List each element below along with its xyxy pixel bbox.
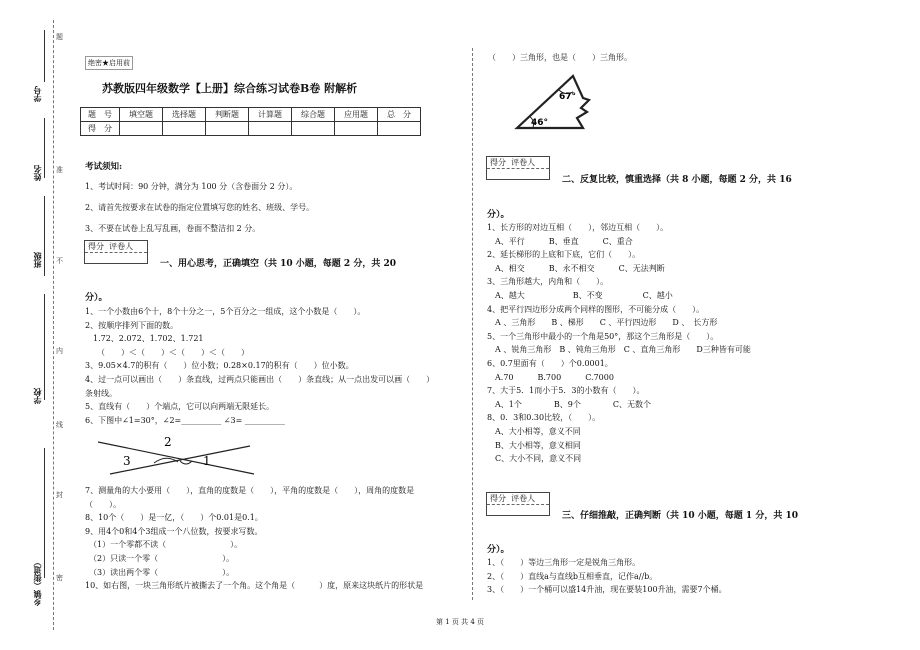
table-cell: 总 分 xyxy=(378,108,421,122)
binding-dashed-line xyxy=(53,20,54,630)
column-divider xyxy=(472,48,473,600)
score-table xyxy=(80,107,421,136)
table-cell: 选择题 xyxy=(163,108,206,122)
section3-title: 三、仔细推敲，正确判断（共 10 小题，每题 1 分，共 10 xyxy=(562,511,798,521)
question-line: （ ）三角形，也是（ ）三角形。 xyxy=(488,53,632,62)
question-line: （ ）＜（ ）＜（ ）＜（ ） xyxy=(85,347,249,357)
instructions-title: 考试须知: xyxy=(85,162,123,172)
angle-label-3: 3 xyxy=(123,454,131,468)
page-number: 第 1 页 共 4 页 xyxy=(436,618,485,626)
school-label: 学校 xyxy=(32,388,42,404)
table-cell: 判断题 xyxy=(206,108,249,122)
question-line: 5、直线有（ ）个端点，它可以向两端无限延长。 xyxy=(85,402,275,412)
class-line xyxy=(44,196,45,276)
instruction-item: 1、考试时间：90 分钟，满分为 100 分（含卷面分 2 分）。 xyxy=(85,182,298,191)
question-line: 7、大于5．1而小于5．3的小数有（ ）。 xyxy=(487,386,645,396)
table-cell: 应用题 xyxy=(335,108,378,122)
section3-title-cont: 分）。 xyxy=(487,545,510,555)
grader-entry[interactable] xyxy=(487,169,549,179)
grader-entry[interactable] xyxy=(487,505,549,515)
grader-score-label: 得分 xyxy=(490,158,506,167)
question-line: 6、下图中∠1=30°，∠2=__________ ∠3= __________ xyxy=(85,415,285,425)
seal-char: 题 xyxy=(56,33,63,41)
question-line: 8、0．3和0.30比较，（ ）。 xyxy=(487,413,601,423)
grader-box xyxy=(84,240,148,264)
section1-title: 一、用心思考，正确填空（共 10 小题，每题 2 分，共 20 xyxy=(160,259,396,269)
question-line: 3、9.05×4.7的积有（ ）位小数；0.28×0.17的积有（ ）位小数。 xyxy=(85,361,354,371)
question-line: 5、一个三角形中最小的一个角是50°，那这个三角形是（ ）。 xyxy=(487,331,719,341)
intersecting-lines-figure xyxy=(96,434,256,480)
town-line xyxy=(44,448,45,578)
table-cell: 得 分 xyxy=(81,122,120,136)
section2-title-cont: 分）。 xyxy=(487,210,510,220)
town-label: 乡镇（街道） xyxy=(32,558,42,606)
section3-questions xyxy=(487,556,727,597)
question-line: 10、如右图，一块三角形纸片被撕去了一个角。这个角是（ ）度，原来这块纸片的形状是 xyxy=(85,581,424,591)
name-label: 姓名 xyxy=(32,165,42,181)
line-a xyxy=(98,442,254,474)
seal-char: 密 xyxy=(56,574,63,582)
table-cell: 计算题 xyxy=(249,108,292,122)
student-id-line xyxy=(44,30,45,82)
grader-score-label: 得分 xyxy=(490,494,506,503)
question-line: A、大小相等，意义不同 xyxy=(487,426,581,436)
angle-label-2: 2 xyxy=(164,435,172,449)
section1-questions-a xyxy=(85,305,434,427)
question-line: 2、延长梯形的上底和下底，它们（ ）。 xyxy=(487,250,641,260)
exam-title: 苏教版四年级数学【上册】综合练习试卷B卷 附解析 xyxy=(102,82,358,95)
score-table-score-row xyxy=(81,122,421,136)
score-entry-cell[interactable] xyxy=(292,122,335,136)
question-line: （2）只读一个零（ ）。 xyxy=(85,553,235,563)
table-cell: 综合题 xyxy=(292,108,335,122)
score-entry-cell[interactable] xyxy=(163,122,206,136)
question-line: 4、把平行四边形分成两个同样的图形，不可能分成（ ）。 xyxy=(487,304,705,314)
school-line xyxy=(44,294,45,400)
seal-char: 封 xyxy=(56,491,63,499)
section2-questions xyxy=(487,221,751,466)
question-line: B、大小相等，意义相同 xyxy=(487,440,581,450)
angle-label-67: 67° xyxy=(559,92,577,102)
torn-triangle-figure xyxy=(515,70,597,132)
question-line: C、大小不同，意义不同 xyxy=(487,454,582,464)
question-line: 3、三角形越大，内角和（ ）。 xyxy=(487,277,609,287)
question-line: 2、按顺序排列下面的数。 xyxy=(85,320,179,330)
line-b xyxy=(110,446,250,474)
section2-title: 二、反复比较，慎重选择（共 8 小题，每题 2 分，共 16 xyxy=(562,175,792,185)
seal-char: 线 xyxy=(56,421,63,429)
name-line xyxy=(44,118,45,178)
question-line: 9、用4个0和4个3组成一个八位数，按要求写数。 xyxy=(85,526,263,536)
question-line: A、平行 B、垂直 C、重合 xyxy=(487,236,633,246)
question-line: 6、0.7里面有（ ）个0.0001。 xyxy=(487,358,613,368)
student-id-label: 学号 xyxy=(32,86,42,102)
instruction-item: 3、不要在试卷上乱写乱画，卷面不整洁扣 2 分。 xyxy=(85,224,261,233)
secret-label: 绝密★启用前 xyxy=(85,56,133,70)
class-label: 班级 xyxy=(32,252,42,268)
angle-label-46: 46° xyxy=(531,118,549,128)
question-line: （ ）。 xyxy=(85,499,121,509)
question-line: 4、过一点可以画出（ ）条直线，过两点只能画出（ ）条直线；从一点出发可以画（ ） xyxy=(85,374,435,384)
question-line: 1、一个小数由6个十，8个十分之一，5个百分之一组成，这个小数是（ ）。 xyxy=(85,307,366,316)
question-line: A、相交 B、永不相交 C、无法判断 xyxy=(487,263,665,273)
question-line: 7、测量角的大小要用（ ），直角的度数是（ ），平角的度数是（ ），周角的度数是 xyxy=(85,486,415,495)
table-cell: 填空题 xyxy=(120,108,163,122)
question-line: A 、锐角三角形 B 、钝角三角形 C 、直角三角形 D三种皆有可能 xyxy=(487,345,751,355)
question-line: 1、长方形的对边互相（ ），邻边互相（ ）。 xyxy=(487,223,669,232)
question-line: A.70 B.700 C.7000 xyxy=(487,372,614,382)
seal-char: 内 xyxy=(56,347,63,355)
question-line: 8、10个（ ）是一亿，（ ）个0.01是0.1。 xyxy=(85,513,263,523)
grader-reviewer-label: 评卷人 xyxy=(511,158,536,167)
angle-label-1: 1 xyxy=(203,454,211,468)
score-entry-cell[interactable] xyxy=(120,122,163,136)
score-table-header-row xyxy=(81,108,421,122)
question-line: 2、（ ）直线a与直线b互相垂直，记作a//b。 xyxy=(487,571,658,581)
seal-char: 不 xyxy=(56,257,63,265)
question-line: 1.72、2.072、1.702、1.721 xyxy=(85,334,204,344)
grader-entry[interactable] xyxy=(85,253,147,263)
instruction-item: 2、请首先按要求在试卷的指定位置填写您的姓名、班级、学号。 xyxy=(85,203,315,212)
question-line: 1、（ ）等边三角形一定是锐角三角形。 xyxy=(487,558,641,567)
table-cell: 题 号 xyxy=(81,108,120,122)
grader-reviewer-label: 评卷人 xyxy=(109,242,134,251)
question-line: A 、三角形 B 、梯形 C 、平行四边形 D 、 长方形 xyxy=(487,318,718,328)
question-line: A、1个 B、9个 C、无数个 xyxy=(487,399,651,409)
grader-score-label: 得分 xyxy=(88,242,104,251)
grader-box xyxy=(486,492,550,516)
question-line: 3、（ ）一个桶可以盛14升油，现在要装100升油，需要7个桶。 xyxy=(487,585,727,595)
grader-reviewer-label: 评卷人 xyxy=(511,494,536,503)
torn-triangle xyxy=(517,76,589,128)
seal-char: 准 xyxy=(56,166,63,174)
grader-box xyxy=(486,156,550,180)
question-line: A、越大 B、不变 C、越小 xyxy=(487,290,673,300)
question-line: （1）一个零都不读（ ）。 xyxy=(85,540,243,550)
score-entry-cell[interactable] xyxy=(378,122,421,136)
section1-questions-b xyxy=(85,484,423,593)
question-line: 条射线。 xyxy=(85,388,117,398)
score-entry-cell[interactable] xyxy=(335,122,378,136)
score-entry-cell[interactable] xyxy=(206,122,249,136)
question-line: （3）读出两个零（ ）。 xyxy=(85,567,235,577)
section1-title-cont: 分）。 xyxy=(85,293,108,303)
score-entry-cell[interactable] xyxy=(249,122,292,136)
